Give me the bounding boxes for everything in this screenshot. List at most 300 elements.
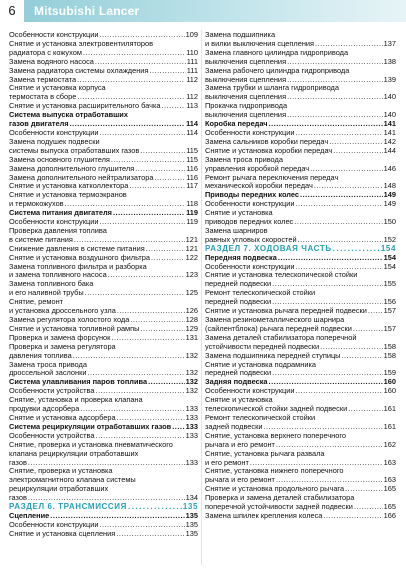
toc-entry	[205, 58, 396, 67]
toc-entry	[205, 218, 396, 227]
toc-entry-title: телескопической стойки задней подвески	[205, 405, 348, 414]
toc-entry	[9, 165, 198, 174]
dot-leader	[348, 405, 382, 414]
toc-page-number: 141	[383, 128, 396, 137]
toc-entry	[205, 111, 396, 120]
toc-entry	[9, 441, 198, 450]
dot-leader	[117, 307, 185, 316]
toc-entry-title: Снятие и установка сцепления	[9, 529, 116, 538]
toc-entry	[9, 182, 198, 191]
toc-entry-title: и вилки выключения сцепления	[205, 39, 315, 48]
toc-entry	[9, 387, 198, 396]
toc-entry	[205, 512, 396, 521]
toc-page-number: 131	[185, 333, 198, 342]
toc-page-number: 122	[185, 253, 198, 262]
toc-entry-title: Особенности конструкции	[9, 31, 99, 39]
toc-section-heading	[9, 111, 198, 120]
toc-entry-title: Снятие и установка	[205, 209, 273, 218]
toc-page-number: 114	[186, 120, 198, 129]
toc-entry-title: Снятие и установка катколлектора	[9, 182, 129, 191]
toc-entry-title: Проверка и замена форсунок	[9, 333, 111, 342]
toc-entry-title: Особенности конструкции	[9, 520, 99, 529]
toc-entry	[9, 530, 198, 539]
toc-section-heading	[9, 209, 198, 218]
toc-page-number: 152	[383, 235, 396, 244]
toc-entry	[9, 316, 198, 325]
toc-page-number: 156	[383, 298, 396, 307]
dot-leader	[96, 432, 185, 441]
toc-entry	[9, 218, 198, 227]
toc-entry-title: Замена деталей стабилизатора поперечной	[205, 333, 357, 342]
toc-page-number: 135	[185, 520, 198, 529]
dot-leader	[287, 76, 383, 85]
dot-leader	[108, 271, 185, 280]
toc-page-number: 113	[186, 102, 198, 111]
dot-leader	[148, 378, 185, 387]
toc-page-number: 140	[383, 93, 396, 102]
toc-entry-title: Снятие и установка коробки передач	[205, 146, 333, 155]
toc-entry-title: Особенности конструкции	[205, 262, 295, 271]
toc-entry-title: задней подвески	[205, 422, 263, 431]
toc-entry-title: и замена топливного насоса	[9, 271, 107, 280]
toc-page-number: 128	[185, 316, 198, 324]
toc-entry	[205, 165, 396, 174]
toc-page-number: 114	[186, 128, 198, 137]
dot-leader	[99, 521, 184, 530]
toc-entry-title: Замена термостата	[9, 75, 77, 84]
toc-entry-title: Ремонт телескопической стойки	[205, 289, 316, 298]
toc-page-number: 158	[383, 351, 396, 360]
toc-entry	[9, 476, 198, 485]
dot-leader	[140, 147, 185, 156]
dot-leader	[28, 494, 185, 503]
dot-leader	[314, 182, 383, 191]
toc-entry-title: приводов передних колес	[205, 218, 294, 227]
toc-entry	[9, 494, 198, 503]
toc-entry	[205, 405, 396, 414]
toc-entry	[9, 67, 198, 76]
toc-entry-title: Замена трубки и шланга гидропривода	[205, 84, 339, 93]
toc-entry-title: Передняя подвеска	[205, 253, 277, 262]
toc-entry-title: рециркуляции отработавших	[9, 485, 109, 494]
toc-entry	[9, 334, 198, 343]
toc-entry	[205, 236, 396, 245]
toc-page-number: 140	[383, 111, 396, 120]
toc-entry	[9, 298, 198, 307]
toc-entry	[205, 76, 396, 85]
toc-entry	[205, 361, 396, 370]
toc-page-number: 150	[383, 218, 396, 227]
toc-entry	[205, 503, 396, 512]
toc-entry-title: системы выпуска отработавших газов	[9, 146, 140, 155]
toc-page-number: 125	[185, 289, 198, 298]
toc-entry	[205, 432, 396, 441]
toc-entry	[205, 459, 396, 468]
toc-page-number: 144	[383, 146, 396, 155]
dot-leader	[154, 174, 185, 183]
toc-entry	[205, 485, 396, 494]
toc-entry-title: Система улавливания паров топлива	[9, 378, 148, 387]
toc-entry-title: Замена троса привода	[9, 360, 87, 369]
toc-entry	[205, 414, 396, 423]
toc-entry-title: клапана рециркуляции отработавших	[9, 449, 139, 458]
toc-page-number: 129	[185, 324, 198, 333]
dot-leader	[65, 200, 186, 209]
toc-entry-title: Замена шпилек крепления колеса	[205, 511, 323, 520]
toc-entry-title: Снятие, проверка и установка	[9, 467, 113, 476]
toc-entry-title: и его наливной трубы	[9, 289, 84, 298]
dot-leader	[135, 165, 185, 174]
toc-page-number: 132	[185, 387, 198, 396]
toc-entry-title: и термокожухов	[9, 200, 64, 209]
toc-page-number: 160	[383, 378, 396, 387]
toc-entry-title: Замена резинометаллического шарнира	[205, 316, 345, 324]
dot-leader	[83, 49, 185, 58]
toc-section-heading	[9, 423, 198, 432]
toc-entry	[9, 325, 198, 334]
toc-entry	[9, 227, 198, 236]
toc-entry	[205, 102, 396, 111]
dot-leader	[111, 156, 185, 165]
toc-entry	[205, 84, 396, 93]
toc-entry-title: Снятие, установка верхнего поперечного	[205, 431, 346, 440]
toc-right-column	[205, 31, 396, 521]
toc-page-number: 163	[383, 476, 396, 485]
dot-leader	[295, 387, 382, 396]
dot-leader	[73, 352, 185, 361]
toc-entry	[205, 200, 396, 209]
toc-entry-title: Снятие и установка	[205, 396, 273, 405]
dot-leader	[310, 165, 383, 174]
toc-entry-title: рычага и его ремонт	[205, 440, 275, 449]
dot-leader	[116, 530, 184, 539]
dot-leader	[172, 423, 184, 432]
toc-entry	[205, 31, 396, 40]
toc-page-number: 132	[185, 378, 198, 387]
toc-entry-title: (сайлентблока) рычага передней подвески	[205, 324, 352, 333]
toc-entry	[9, 254, 198, 263]
toc-entry-title: Снижение давления в системе питания	[9, 244, 145, 253]
toc-chapter-heading	[9, 503, 198, 512]
dot-leader	[111, 334, 184, 343]
toc-entry-title: и его ремонт	[205, 458, 249, 467]
dot-leader	[320, 343, 382, 352]
column-divider	[201, 30, 202, 565]
toc-entry-title: газов	[9, 494, 27, 503]
dot-leader	[146, 245, 185, 254]
toc-entry-title: Проверка и замена регулятора	[9, 342, 116, 351]
toc-page-number: 157	[383, 324, 396, 333]
toc-entry	[205, 396, 396, 405]
toc-page-number: 119	[186, 209, 198, 218]
toc-entry-title: в системе питания	[9, 235, 73, 244]
dot-leader	[272, 298, 383, 307]
toc-section-heading	[205, 191, 396, 200]
toc-entry-title: Ремонт рычага переключения передач	[205, 173, 339, 182]
toc-page-number: 154	[383, 262, 396, 271]
toc-entry-title: поперечной устойчивости задней подвески	[205, 503, 353, 512]
toc-entry	[9, 31, 198, 40]
toc-entry	[205, 343, 396, 352]
toc-entry	[9, 289, 198, 298]
toc-entry	[205, 352, 396, 361]
toc-page-number: 112	[186, 75, 198, 84]
dot-leader	[140, 325, 184, 334]
toc-section-heading	[205, 254, 396, 263]
dot-leader	[85, 289, 185, 298]
toc-entry-title: давления топлива	[9, 351, 72, 360]
toc-entry	[9, 49, 198, 58]
dot-leader	[298, 236, 383, 245]
toc-entry	[205, 156, 396, 165]
toc-entry	[9, 84, 198, 93]
toc-entry-title: Особенности конструкции	[205, 128, 295, 137]
toc-entry-title: Коробка передач	[205, 120, 268, 129]
toc-entry-title: газов	[9, 458, 27, 467]
toc-section-heading	[9, 120, 198, 129]
toc-entry	[205, 280, 396, 289]
dot-leader	[250, 459, 383, 468]
dot-leader	[77, 76, 185, 85]
toc-page-number: 134	[185, 494, 198, 503]
toc-entry	[9, 129, 198, 138]
toc-entry-title: Особенности конструкции	[205, 387, 295, 396]
toc-entry	[9, 58, 198, 67]
toc-entry	[9, 396, 198, 405]
toc-entry-title: Особенности устройства	[9, 387, 95, 396]
toc-entry-title: Снятие, установка рычага развала	[205, 449, 325, 458]
dot-leader	[329, 138, 382, 147]
dot-leader	[287, 93, 383, 102]
toc-entry	[9, 102, 198, 111]
dot-leader	[113, 209, 185, 218]
toc-page-number: 132	[185, 369, 198, 378]
dot-leader	[99, 31, 184, 40]
toc-entry-title: Система питания двигателя	[9, 209, 112, 218]
dot-leader	[368, 307, 383, 316]
toc-entry-title: Особенности конструкции	[205, 200, 295, 209]
toc-entry	[9, 369, 198, 378]
book-title: Mitsubishi Lancer	[34, 4, 140, 18]
toc-page-number: 115	[186, 146, 198, 155]
toc-entry-title: Замена радиатора системы охлаждения	[9, 66, 149, 75]
toc-entry	[9, 271, 198, 280]
toc-page-number: 116	[186, 173, 198, 182]
toc-entry	[9, 93, 198, 102]
toc-entry	[9, 156, 198, 165]
toc-entry-title: дроссельной заслонки	[9, 369, 87, 378]
toc-page-number: 148	[383, 182, 396, 191]
dot-leader	[74, 236, 185, 245]
toc-entry-title: Снятие и установка рычага передней подвески	[205, 307, 367, 316]
dot-leader	[263, 423, 382, 432]
toc-page-number: 126	[185, 307, 198, 316]
dot-leader	[278, 254, 383, 263]
toc-entry-title: Приводы передних колес	[205, 191, 300, 200]
dot-leader	[353, 325, 383, 334]
toc-entry-title: Снятие и установка электровентиляторов	[9, 39, 154, 48]
toc-entry	[9, 485, 198, 494]
toc-entry-title: Снятие и установка подрамника	[205, 360, 316, 369]
toc-entry	[205, 307, 396, 316]
dot-leader	[80, 405, 184, 414]
toc-page-number: 139	[383, 75, 396, 84]
toc-page-number: 154	[383, 253, 396, 262]
toc-page-number: 138	[383, 57, 396, 66]
toc-entry	[205, 49, 396, 58]
toc-entry-title: Замена главного цилиндра гидропривода	[205, 48, 349, 57]
toc-entry-title: Снятие, установка нижнего поперечного	[205, 467, 344, 476]
toc-entry-title: Снятие и установка воздушного фильтра	[9, 253, 150, 262]
toc-entry-title: равных угловых скоростей	[205, 235, 297, 244]
toc-entry-title: Сцепление	[9, 511, 50, 520]
toc-entry-title: газов двигателя	[9, 120, 69, 129]
toc-page-number: 133	[185, 405, 198, 414]
toc-entry-title: Замена основного глушителя	[9, 155, 110, 164]
toc-page-number: 163	[383, 458, 396, 467]
toc-entry-title: передней подвески	[205, 280, 272, 289]
toc-page-number: 133	[185, 458, 198, 467]
toc-entry-title: Задняя подвеска	[205, 378, 268, 387]
toc-entry-title: механической коробки передач	[205, 182, 313, 191]
toc-entry-title: радиатора с кожухом	[9, 48, 82, 57]
dot-leader	[287, 111, 383, 120]
dot-leader	[354, 503, 383, 512]
toc-page-number: 165	[383, 485, 396, 494]
toc-entry-title: Снятие и установка расширительного бачка	[9, 102, 161, 111]
dot-leader	[128, 503, 182, 512]
toc-entry	[9, 280, 198, 289]
toc-entry	[9, 343, 198, 352]
toc-entry	[205, 263, 396, 272]
toc-page-number: 161	[383, 422, 396, 431]
toc-entry	[9, 432, 198, 441]
toc-entry	[205, 129, 396, 138]
toc-entry	[205, 369, 396, 378]
toc-entry	[205, 476, 396, 485]
toc-page-number: 159	[383, 369, 396, 378]
toc-page-number: 109	[185, 31, 198, 39]
dot-leader	[276, 441, 383, 450]
toc-entry-title: Замена топливного бака	[9, 280, 94, 289]
toc-entry-title: Замена подушек подвески	[9, 137, 100, 146]
toc-entry	[9, 307, 198, 316]
toc-entry-title: Снятие и установка продольного рычага	[205, 485, 345, 494]
toc-page-number: 118	[186, 200, 198, 209]
toc-page-number: 154	[380, 244, 396, 253]
dot-leader	[99, 218, 185, 227]
toc-entry	[9, 361, 198, 370]
toc-entry-title: Особенности конструкции	[9, 218, 99, 227]
dot-leader	[294, 218, 382, 227]
toc-entry	[205, 298, 396, 307]
dot-leader	[70, 120, 185, 129]
toc-entry-title: Особенности устройства	[9, 431, 95, 440]
toc-page-number: 146	[383, 164, 396, 173]
toc-page-number: 133	[185, 431, 198, 440]
toc-entry	[9, 40, 198, 49]
dot-leader	[295, 263, 382, 272]
dot-leader	[269, 120, 383, 129]
toc-page-number: 142	[383, 137, 396, 146]
toc-page-number: 121	[185, 244, 198, 253]
toc-entry	[205, 325, 396, 334]
dot-leader	[323, 512, 382, 521]
toc-entry-title: и установка дроссельного узла	[9, 307, 116, 316]
toc-entry-title: Замена дополнительного нейтрализатора	[9, 173, 154, 182]
toc-entry-title: Снятие и установка телескопической стойки	[205, 271, 358, 280]
toc-entry-title: Замена троса привода	[205, 155, 283, 164]
toc-entry-title: продувки адсорбера	[9, 405, 80, 414]
toc-entry-title: Прокачка гидропривода	[205, 102, 288, 111]
dot-leader	[295, 200, 382, 209]
toc-entry	[9, 200, 198, 209]
dot-leader	[95, 58, 186, 67]
toc-entry-title: Замена подшипника	[205, 31, 276, 39]
toc-page-number: 117	[186, 182, 198, 191]
dot-leader	[149, 67, 185, 76]
dot-leader	[130, 316, 184, 325]
dot-leader	[96, 387, 185, 396]
dot-leader	[315, 40, 383, 49]
page-number: 6	[0, 0, 24, 22]
toc-entry	[9, 467, 198, 476]
toc-left-column	[9, 31, 198, 539]
dot-leader	[99, 129, 185, 138]
toc-entry-title: Замена подшипника передней ступицы	[205, 351, 341, 360]
toc-entry	[9, 245, 198, 254]
toc-entry	[9, 405, 198, 414]
toc-page-number: 135	[185, 529, 198, 538]
toc-section-heading	[9, 378, 198, 387]
toc-entry-title: Снятие, ремонт	[9, 298, 64, 307]
toc-page-number: 133	[185, 422, 198, 431]
toc-entry	[9, 414, 198, 423]
toc-page-number: 160	[383, 387, 396, 396]
toc-entry	[9, 147, 198, 156]
toc-entry	[205, 182, 396, 191]
toc-entry-title: управления коробкой передач	[205, 164, 310, 173]
toc-entry-title: передней подвески	[205, 369, 272, 378]
toc-page-number: 155	[383, 280, 396, 289]
toc-entry-title: Система рециркуляции отработавших газов	[9, 422, 172, 431]
toc-page-number: 110	[186, 48, 198, 57]
toc-entry-title: передней подвески	[205, 298, 272, 307]
toc-page-number: 135	[182, 503, 198, 512]
toc-entry	[205, 450, 396, 459]
toc-entry-title: рычага и его ремонт	[205, 476, 275, 485]
toc-section-heading	[205, 120, 396, 129]
toc-page-number: 137	[383, 39, 396, 48]
toc-entry	[205, 387, 396, 396]
toc-entry	[205, 209, 396, 218]
dot-leader	[333, 245, 380, 254]
toc-page-number: 158	[383, 342, 396, 351]
toc-entry-title: Снятие, проверка и установка пневматического	[9, 440, 173, 449]
toc-entry-title: выключения сцепления	[205, 111, 287, 120]
toc-entry	[205, 441, 396, 450]
toc-entry	[9, 191, 198, 200]
toc-entry-title: РАЗДЕЛ 7. ХОДОВАЯ ЧАСТЬ	[205, 244, 332, 253]
dot-leader	[87, 369, 184, 378]
toc-entry-title: устойчивости передней подвески	[205, 342, 320, 351]
toc-entry-title: Замена дополнительного глушителя	[9, 164, 135, 173]
toc-entry	[205, 227, 396, 236]
toc-entry-title: Ремонт телескопической стойки	[205, 413, 316, 422]
toc-page-number: 149	[383, 191, 396, 200]
toc-page-number: 135	[185, 511, 198, 520]
toc-entry	[205, 67, 396, 76]
